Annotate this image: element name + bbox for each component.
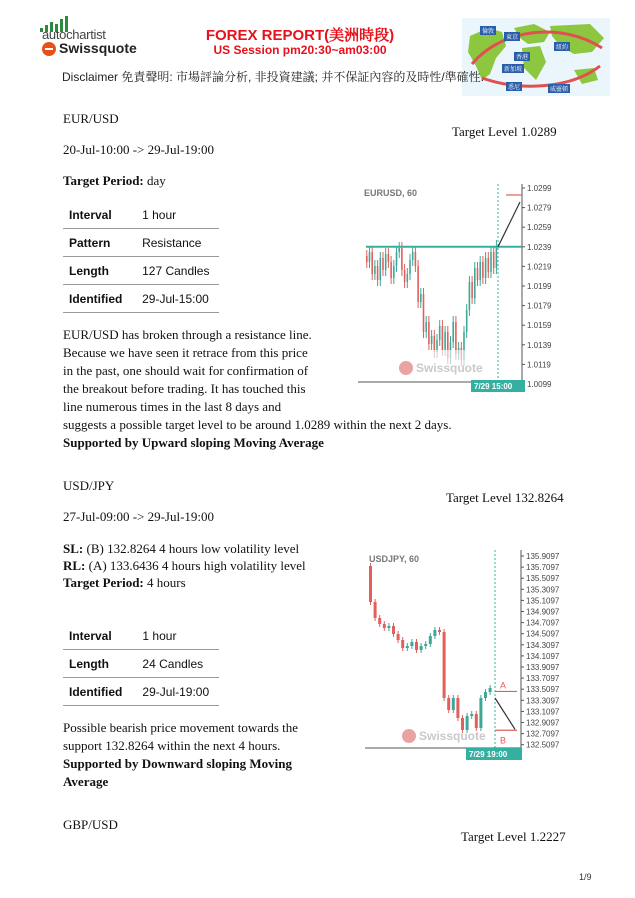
price-tick-label: 135.9097 xyxy=(526,552,560,561)
candle-body xyxy=(470,714,473,716)
time-label: 7/29 19:00 xyxy=(469,750,508,759)
rl-value: (A) 133.6436 4 hours high volatility level xyxy=(88,558,306,573)
candle-body xyxy=(396,252,398,266)
candle-body xyxy=(390,262,392,278)
map-label-hongkong: 香港 xyxy=(514,52,530,61)
table-row xyxy=(63,622,219,650)
candle-body xyxy=(388,254,390,262)
candle-body xyxy=(431,336,433,344)
price-tick-label: 1.0279 xyxy=(527,203,552,213)
page-number: 1/9 xyxy=(579,872,592,882)
candle-body xyxy=(420,646,423,650)
description-line: Possible bearish price movement towards the xyxy=(63,720,299,735)
usdjpy-levels xyxy=(63,540,306,591)
price-tick-label: 134.1097 xyxy=(526,651,560,661)
eurusd-target-period xyxy=(63,173,166,189)
candle-body xyxy=(469,282,471,310)
candle-body xyxy=(415,642,418,650)
description-line: suggests a possible target level to be around 1.0289 within the next 2 days. xyxy=(63,417,452,432)
candle-body xyxy=(424,644,427,646)
usdjpy-date-range: 27-Jul-09:00 -> 29-Jul-19:00 xyxy=(63,509,215,524)
candle-body xyxy=(374,266,376,274)
candle-body xyxy=(496,246,498,268)
table-value: 127 Candles xyxy=(136,257,219,285)
candle-body xyxy=(415,252,417,266)
eurusd-date-range: 20-Jul-10:00 -> 29-Jul-19:00 xyxy=(63,142,215,157)
eurusd-pair: EUR/USD xyxy=(63,111,119,126)
table-key: Interval xyxy=(63,622,136,650)
description-line: Because we have seen it retrace from this price xyxy=(63,345,308,360)
price-tick-label: 1.0119 xyxy=(527,360,551,370)
price-tick-label: 1.0219 xyxy=(527,262,552,272)
header xyxy=(0,0,635,100)
price-tick-label: 1.0159 xyxy=(527,321,552,331)
candle-body xyxy=(479,262,481,280)
candle-body xyxy=(484,692,487,698)
price-tick-label: 133.1097 xyxy=(526,707,560,717)
table-row xyxy=(63,650,219,678)
price-tick-label: 132.5097 xyxy=(526,740,560,750)
candle-body xyxy=(409,260,411,274)
table-row xyxy=(63,229,219,257)
candle-body xyxy=(447,698,450,710)
map-label-singapore: 新加坡 xyxy=(502,64,524,73)
price-tick-label: 1.0139 xyxy=(527,340,552,350)
candle-body xyxy=(369,252,371,262)
candle-body xyxy=(406,646,409,648)
candle-body xyxy=(407,274,409,282)
table-key: Pattern xyxy=(63,229,136,257)
projection-arrow xyxy=(495,698,515,729)
description-line: in the past, one should wait for confirmation of xyxy=(63,363,309,378)
eurusd-target-level: Target Level 1.0289 xyxy=(452,124,557,139)
candle-body xyxy=(392,626,395,634)
candle-body xyxy=(420,294,422,302)
price-tick-label: 1.0199 xyxy=(527,282,552,291)
watermark-text: Swissquote xyxy=(416,361,483,375)
level-b-label: B xyxy=(500,735,507,746)
candle-body xyxy=(401,640,404,648)
table-value: Resistance xyxy=(136,229,219,257)
table-value: 1 hour xyxy=(136,201,219,229)
candle-body xyxy=(393,266,395,278)
candle-body xyxy=(423,294,425,332)
table-row xyxy=(63,285,219,313)
candle-body xyxy=(374,602,377,618)
candle-body xyxy=(475,714,478,728)
candle-body xyxy=(482,262,484,278)
candle-body xyxy=(455,322,457,354)
table-key: Length xyxy=(63,650,136,678)
swissquote-icon xyxy=(42,42,56,56)
eurusd-info-table xyxy=(63,201,219,313)
price-tick-label: 133.7097 xyxy=(526,674,560,684)
usdjpy-target-level: Target Level 132.8264 xyxy=(446,490,564,505)
candle-body xyxy=(429,636,432,644)
eurusd-chart xyxy=(356,182,564,394)
usdjpy-info-table xyxy=(63,622,219,706)
price-tick-label: 134.7097 xyxy=(526,618,560,628)
price-tick-label: 1.0259 xyxy=(527,223,552,233)
eurusd-chart-svg xyxy=(356,182,564,394)
candle-body xyxy=(404,270,406,282)
candle-body xyxy=(474,268,476,298)
usdjpy-chart-svg xyxy=(363,548,573,762)
price-tick-label: 135.1097 xyxy=(526,596,560,606)
table-key: Interval xyxy=(63,201,136,229)
candle-body xyxy=(488,258,490,272)
usdjpy-target-period xyxy=(63,574,306,591)
map-label-wellington: 威靈頓 xyxy=(548,84,570,93)
candle-body xyxy=(398,248,400,252)
price-tick-label: 135.5097 xyxy=(526,574,560,584)
candle-body xyxy=(371,252,373,274)
usdjpy-pair: USD/JPY xyxy=(63,478,115,493)
candle-body xyxy=(380,258,382,280)
level-a-label: A xyxy=(500,680,507,691)
chart-symbol: EURUSD, 60 xyxy=(364,188,418,198)
session-text: US Session pm20:30~am03:00 xyxy=(213,43,387,57)
price-tick-label: 135.3097 xyxy=(526,585,560,595)
candle-body xyxy=(477,268,479,280)
candle-body xyxy=(417,266,419,302)
candle-body xyxy=(466,716,469,730)
swissquote-logo: Swissquote xyxy=(40,40,150,58)
usdjpy-description xyxy=(63,719,298,791)
candle-body xyxy=(442,326,444,350)
price-tick-label: 133.3097 xyxy=(526,696,560,706)
description-line: support 132.8264 within the next 4 hours. xyxy=(63,738,281,753)
price-tick-label: 135.7097 xyxy=(526,563,560,573)
eurusd-target-period-value: day xyxy=(147,173,166,188)
candle-body xyxy=(433,630,436,636)
table-value: 1 hour xyxy=(136,622,219,650)
candle-body xyxy=(425,322,427,332)
candle-body xyxy=(387,626,390,628)
chart-symbol: USDJPY, 60 xyxy=(369,554,420,564)
price-tick-label: 1.0239 xyxy=(527,242,552,252)
map-label-newyork: 紐約 xyxy=(554,42,570,51)
price-tick-label: 133.5097 xyxy=(526,685,560,695)
candle-body xyxy=(382,258,384,270)
table-key: Length xyxy=(63,257,136,285)
table-value: 29-Jul-15:00 xyxy=(136,285,219,313)
candle-body xyxy=(485,258,487,278)
candle-body xyxy=(366,256,368,262)
rl-label: RL: xyxy=(63,558,86,573)
candle-body xyxy=(383,624,386,628)
disclaimer: Disclaimer 免責聲明: 市場評論分析, 非投資建議; 并不保証內容的及時性/準確性. xyxy=(62,70,485,84)
usdjpy-support-line: Average xyxy=(63,774,109,789)
candle-body xyxy=(438,630,441,632)
price-tick-label: 1.0179 xyxy=(527,301,552,311)
usdjpy-support-line: Supported by Downward sloping Moving xyxy=(63,756,292,771)
target-period-label: Target Period: xyxy=(63,575,144,590)
table-value: 24 Candles xyxy=(136,650,219,678)
candle-body xyxy=(397,634,400,640)
candle-body xyxy=(493,252,495,268)
usdjpy-rl xyxy=(63,557,306,574)
price-tick-label: 132.7097 xyxy=(526,729,560,739)
table-row xyxy=(63,678,219,706)
candle-body xyxy=(410,642,413,646)
world-map xyxy=(462,18,610,96)
table-key: Identified xyxy=(63,678,136,706)
price-tick-label: 133.9097 xyxy=(526,663,560,672)
usdjpy-chart xyxy=(363,548,573,762)
candle-body xyxy=(385,254,387,270)
table-row xyxy=(63,201,219,229)
gbpusd-pair: GBP/USD xyxy=(63,817,118,832)
description-line: the breakout before trading. It has touched this xyxy=(63,381,306,396)
candle-body xyxy=(377,266,379,280)
eurusd-support-text: Supported by Upward sloping Moving Average xyxy=(63,435,324,450)
price-tick-label: 1.0099 xyxy=(527,380,552,389)
price-tick-label: 134.5097 xyxy=(526,629,560,639)
map-label-tokyo: 東京 xyxy=(504,32,520,41)
candle-body xyxy=(490,252,492,272)
candle-body xyxy=(456,698,459,718)
candle-body xyxy=(428,322,430,344)
eurusd-target-period-label: Target Period: xyxy=(63,173,144,188)
usdjpy-sl xyxy=(63,540,306,557)
sl-value: (B) 132.8264 4 hours low volatility level xyxy=(86,541,300,556)
swissquote-watermark-icon xyxy=(399,361,413,375)
map-label-london: 倫敦 xyxy=(480,26,496,35)
candle-body xyxy=(439,326,441,340)
candle-body xyxy=(434,336,436,352)
gbpusd-target-level: Target Level 1.2227 xyxy=(461,829,566,844)
price-tick-label: 132.9097 xyxy=(526,718,560,728)
candle-body xyxy=(401,248,403,270)
price-tick-label: 134.9097 xyxy=(526,607,560,617)
autochartist-logo: autochartist xyxy=(40,14,150,38)
candle-body xyxy=(378,618,381,624)
candle-body xyxy=(452,322,454,342)
projection-arrow xyxy=(498,202,520,247)
map-label-sydney: 悉尼 xyxy=(506,82,522,91)
table-value: 29-Jul-19:00 xyxy=(136,678,219,706)
table-row xyxy=(63,257,219,285)
candle-body xyxy=(466,310,468,332)
candle-body xyxy=(479,698,482,728)
candle-body xyxy=(452,698,455,710)
price-tick-label: 1.0299 xyxy=(527,184,552,193)
target-period-value: 4 hours xyxy=(147,575,186,590)
candle-body xyxy=(471,282,473,298)
table-key: Identified xyxy=(63,285,136,313)
candle-body xyxy=(443,632,446,698)
swissquote-watermark-icon xyxy=(402,729,416,743)
candle-body xyxy=(444,332,446,350)
time-label: 7/29 15:00 xyxy=(474,382,513,391)
description-line: line numerous times in the last 8 days and xyxy=(63,399,282,414)
report-title: FOREX REPORT(美洲時段) xyxy=(205,27,395,44)
candle-body xyxy=(412,252,414,260)
sl-label: SL: xyxy=(63,541,84,556)
watermark-text: Swissquote xyxy=(419,729,486,743)
candle-body xyxy=(489,688,492,692)
candle-body xyxy=(369,566,372,602)
description-line: EUR/USD has broken through a resistance line. xyxy=(63,327,312,342)
price-tick-label: 134.3097 xyxy=(526,640,560,650)
